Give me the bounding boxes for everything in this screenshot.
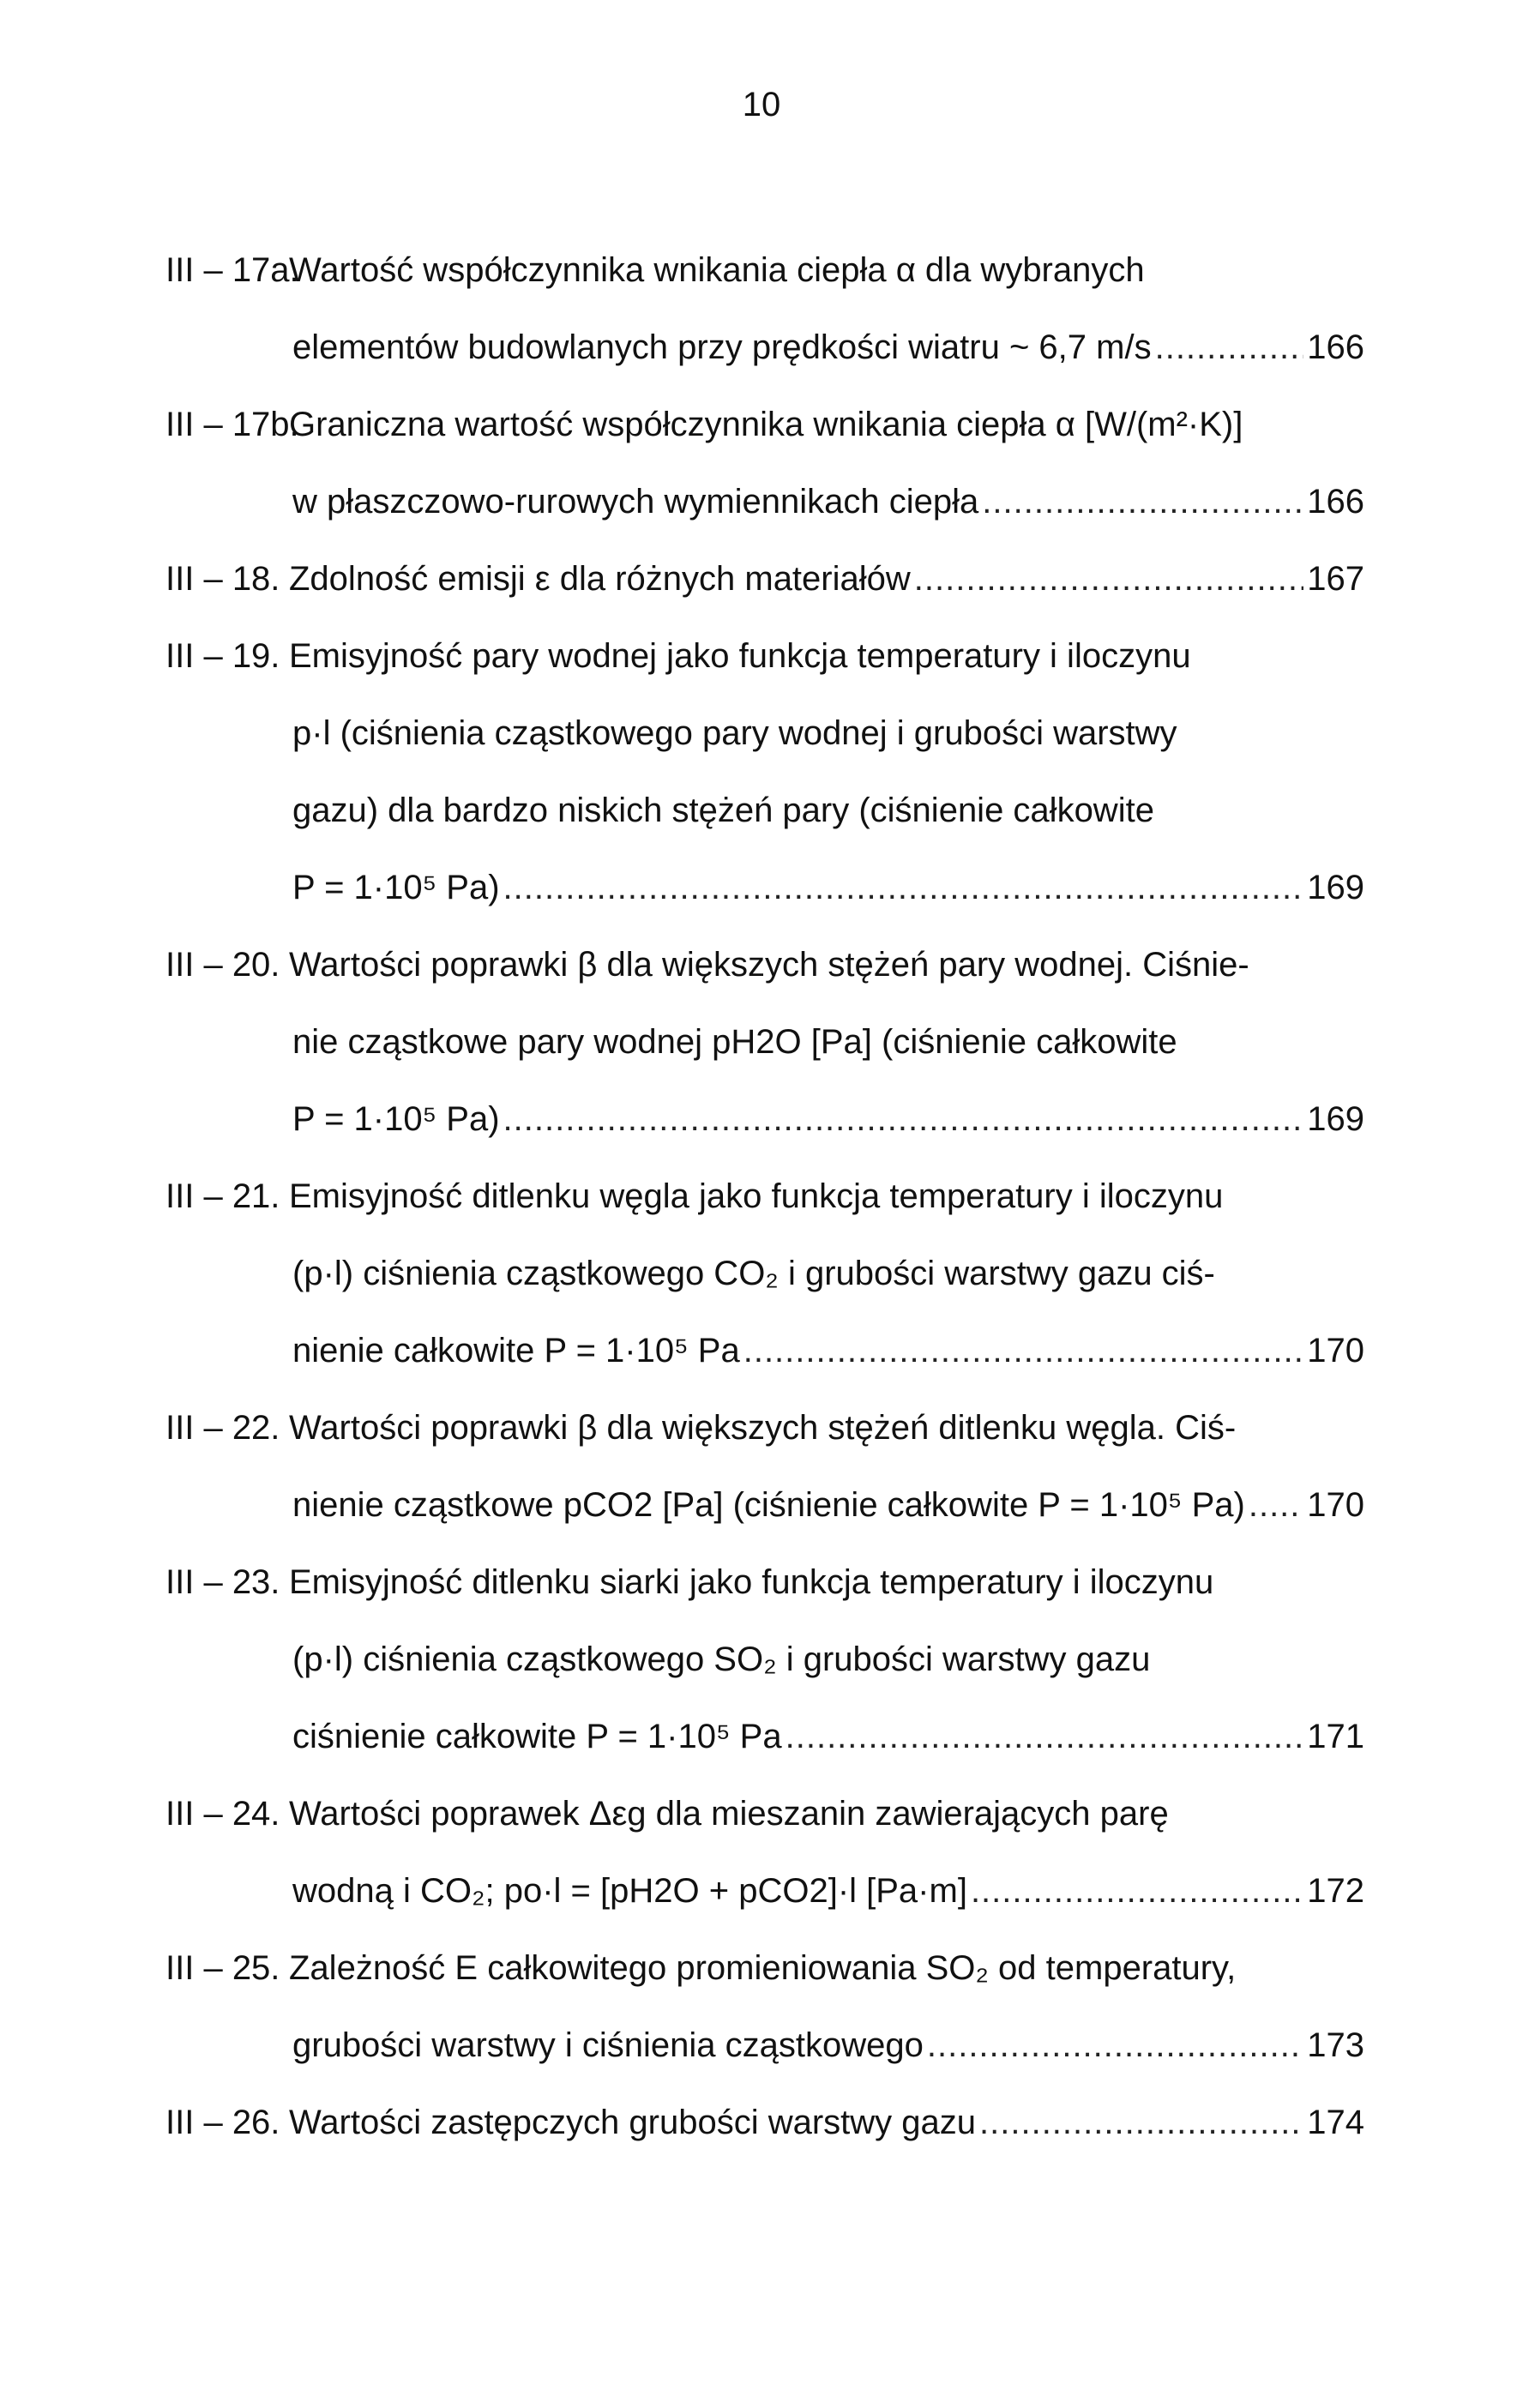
toc-line-text-wrap bbox=[166, 540, 911, 617]
toc-line-text-wrap bbox=[292, 1852, 967, 1929]
dot-leader bbox=[786, 1698, 1304, 1775]
dot-leader bbox=[914, 540, 1303, 617]
toc-entry bbox=[166, 1929, 1364, 2084]
toc-entry-number: III – 17b. bbox=[166, 406, 299, 443]
toc-line-text-wrap bbox=[166, 1795, 1169, 1833]
toc-entry-line bbox=[166, 849, 1364, 926]
toc-entry-line bbox=[166, 1698, 1364, 1775]
toc-entry-number: III – 18. bbox=[166, 560, 280, 598]
dot-leader bbox=[979, 2084, 1303, 2161]
toc-line-text-wrap bbox=[166, 406, 1243, 443]
dot-leader bbox=[1155, 309, 1304, 386]
toc-line-text-wrap bbox=[292, 1640, 1150, 1678]
dot-leader bbox=[503, 1081, 1304, 1158]
toc-entry-line bbox=[166, 232, 1364, 309]
toc-entry bbox=[166, 1775, 1364, 1929]
toc-line-text-wrap bbox=[166, 251, 1145, 289]
dot-leader bbox=[971, 1852, 1303, 1929]
toc-entry-line bbox=[166, 1929, 1364, 2007]
toc-entry-text: Wartości zastępczych grubości warstwy gazu bbox=[289, 2104, 977, 2141]
toc-entry-line bbox=[166, 617, 1364, 695]
toc-entry-line bbox=[166, 1389, 1364, 1466]
toc-entry bbox=[166, 386, 1364, 540]
toc-page-number: 170 bbox=[1307, 1332, 1364, 1370]
toc-entry-line bbox=[166, 1235, 1364, 1312]
toc-entry-text: Graniczna wartość współczynnika wnikania ciepła α [W/(m²·K)] bbox=[289, 406, 1243, 443]
toc-line-text-wrap bbox=[166, 1177, 1223, 1215]
toc-entry-line bbox=[166, 1621, 1364, 1698]
dot-leader bbox=[927, 2007, 1303, 2084]
toc-entry-number: III – 24. bbox=[166, 1795, 280, 1833]
toc-line-text-wrap bbox=[292, 1023, 1177, 1061]
toc-entry-line bbox=[166, 2084, 1364, 2161]
toc-entry-text: Wartość współczynnika wnikania ciepła α dla wybranych bbox=[289, 251, 1145, 289]
toc-page-number: 166 bbox=[1307, 328, 1364, 366]
toc-entry-line bbox=[166, 540, 1364, 617]
toc-line-text-wrap bbox=[166, 1563, 1213, 1601]
toc-entry-line bbox=[166, 1312, 1364, 1389]
toc-page-number: 170 bbox=[1307, 1486, 1364, 1524]
toc-entry-text: gazu) dla bardzo niskich stężeń pary (ciśnienie całkowite bbox=[292, 792, 1154, 829]
toc-entry-line bbox=[166, 1775, 1364, 1852]
toc-entry-number: III – 21. bbox=[166, 1177, 280, 1215]
toc-page-number: 169 bbox=[1307, 1100, 1364, 1138]
toc-page-number: 173 bbox=[1307, 2026, 1364, 2064]
toc-entry-line bbox=[166, 463, 1364, 540]
toc-page-number: 169 bbox=[1307, 869, 1364, 906]
toc-entry-text: grubości warstwy i ciśnienia cząstkowego bbox=[292, 2026, 924, 2064]
toc-entry-text: Wartości poprawki β dla większych stężeń pary wodnej. Ciśnie- bbox=[289, 946, 1249, 984]
toc-entry-text: Zdolność emisji ε dla różnych materiałów bbox=[289, 560, 911, 598]
toc-entry-line bbox=[166, 772, 1364, 849]
toc-entry bbox=[166, 1544, 1364, 1775]
toc-entry-line bbox=[166, 386, 1364, 463]
toc-line-text-wrap bbox=[292, 1255, 1215, 1292]
toc-entry-line bbox=[166, 1544, 1364, 1621]
toc-entry-text: ciśnienie całkowite P = 1·10⁵ Pa bbox=[292, 1718, 782, 1755]
toc-entry-text: Emisyjność ditlenku siarki jako funkcja temperatury i iloczynu bbox=[289, 1563, 1214, 1601]
toc-entry bbox=[166, 540, 1364, 617]
toc-entry-text: Wartości poprawki β dla większych stężeń ditlenku węgla. Ciś- bbox=[289, 1409, 1237, 1447]
toc-entry bbox=[166, 1389, 1364, 1544]
toc-entry-text: Emisyjność ditlenku węgla jako funkcja temperatury i iloczynu bbox=[289, 1177, 1224, 1215]
dot-leader bbox=[982, 463, 1303, 540]
toc-entry-number: III – 23. bbox=[166, 1563, 280, 1601]
toc-entry-line bbox=[166, 926, 1364, 1003]
toc-entry-text: elementów budowlanych przy prędkości wiatru ~ 6,7 m/s bbox=[292, 328, 1152, 366]
toc-entry-text: (p·l) ciśnienia cząstkowego CO₂ i grubości warstwy gazu ciś- bbox=[292, 1255, 1215, 1292]
toc-line-text-wrap bbox=[292, 714, 1177, 752]
toc-entry-line bbox=[166, 695, 1364, 772]
toc-entry-text: Wartości poprawek Δεg dla mieszanin zawierających parę bbox=[289, 1795, 1169, 1833]
toc-entry-text: P = 1·10⁵ Pa) bbox=[292, 1100, 500, 1138]
toc-line-text-wrap bbox=[292, 849, 500, 926]
toc-line-text-wrap bbox=[292, 1698, 782, 1775]
toc-entry-number: III – 19. bbox=[166, 637, 280, 675]
toc-entry-line bbox=[166, 309, 1364, 386]
toc-entry-text: p·l (ciśnienia cząstkowego pary wodnej i grubości warstwy bbox=[292, 714, 1177, 752]
toc-entry-text: (p·l) ciśnienia cząstkowego SO₂ i grubości warstwy gazu bbox=[292, 1640, 1151, 1678]
toc-page-number: 171 bbox=[1307, 1718, 1364, 1755]
toc-entry bbox=[166, 926, 1364, 1158]
toc-line-text-wrap bbox=[166, 946, 1249, 984]
toc-entry bbox=[166, 617, 1364, 926]
toc-entry-line bbox=[166, 1466, 1364, 1544]
toc-entry-text: P = 1·10⁵ Pa) bbox=[292, 869, 500, 906]
toc-line-text-wrap bbox=[292, 792, 1154, 829]
toc-entry-number: III – 20. bbox=[166, 946, 280, 984]
toc-page-number: 172 bbox=[1307, 1872, 1364, 1910]
toc-entry-number: III – 25. bbox=[166, 1949, 280, 1987]
dot-leader bbox=[743, 1312, 1304, 1389]
toc-line-text-wrap bbox=[292, 1466, 1245, 1544]
toc-entry-text: Emisyjność pary wodnej jako funkcja temperatury i iloczynu bbox=[289, 637, 1191, 675]
toc-line-text-wrap bbox=[292, 1081, 500, 1158]
toc-entry-line bbox=[166, 1852, 1364, 1929]
toc-entry-text: nie cząstkowe pary wodnej pH2O [Pa] (ciśnienie całkowite bbox=[292, 1023, 1177, 1061]
toc-entry-text: w płaszczowo-rurowych wymiennikach ciepła bbox=[292, 483, 979, 521]
toc-page-number: 167 bbox=[1307, 560, 1364, 598]
toc-entry-number: III – 26. bbox=[166, 2104, 280, 2141]
toc-line-text-wrap bbox=[292, 309, 1152, 386]
toc-line-text-wrap bbox=[166, 637, 1191, 675]
toc-entry-line bbox=[166, 1081, 1364, 1158]
toc-entry-number: III – 22. bbox=[166, 1409, 280, 1447]
toc-page-number: 174 bbox=[1307, 2104, 1364, 2141]
toc-entry-line bbox=[166, 2007, 1364, 2084]
toc-line-text-wrap bbox=[166, 2084, 976, 2161]
toc-entry-text: nienie całkowite P = 1·10⁵ Pa bbox=[292, 1332, 740, 1370]
toc-page-number: 166 bbox=[1307, 483, 1364, 521]
page-number: 10 bbox=[742, 86, 781, 123]
toc-entry-line bbox=[166, 1003, 1364, 1081]
toc-entry bbox=[166, 1158, 1364, 1389]
toc-entry-text: Zależność E całkowitego promieniowania SO₂ od temperatury, bbox=[289, 1949, 1237, 1987]
toc-line-text-wrap bbox=[292, 1312, 740, 1389]
toc-line-text-wrap bbox=[166, 1409, 1236, 1447]
toc-entry-line bbox=[166, 1158, 1364, 1235]
dot-leader bbox=[503, 849, 1304, 926]
toc-entry-text: wodną i CO₂; po·l = [pH2O + pCO2]·l [Pa·m] bbox=[292, 1872, 967, 1910]
toc-line-text-wrap bbox=[166, 1949, 1236, 1987]
toc-entry bbox=[166, 2084, 1364, 2161]
dot-leader bbox=[1249, 1466, 1303, 1544]
toc-entry-number: III – 17a. bbox=[166, 251, 299, 289]
toc-entry bbox=[166, 232, 1364, 386]
toc-line-text-wrap bbox=[292, 2007, 924, 2084]
toc-line-text-wrap bbox=[292, 463, 978, 540]
table-of-contents bbox=[166, 232, 1364, 2161]
toc-entry-text: nienie cząstkowe pCO2 [Pa] (ciśnienie całkowite P = 1·10⁵ Pa) bbox=[292, 1486, 1245, 1524]
